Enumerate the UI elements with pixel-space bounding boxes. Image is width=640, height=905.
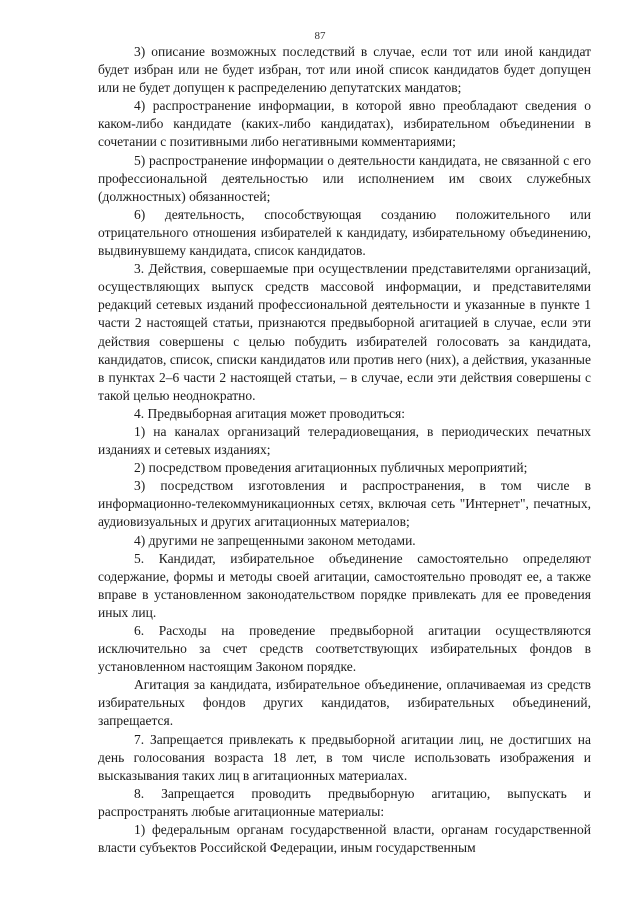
paragraph-p4-item2: 2) посредством проведения агитационных публичных мероприятий;	[134, 460, 528, 476]
page-number: 87	[314, 30, 326, 42]
paragraph-p4-item3: 3) посредством изготовления и распространения, в том числе в информационно-телекоммуникационных сетях, включая сеть "Интернет", печатных, аудиовизуальных и других агитационных материалов;	[98, 478, 591, 530]
paragraph-p4-item1: 1) на каналах организаций телерадиовещания, в периодических печатных изданиях и сетевых изданиях;	[98, 423, 591, 458]
paragraph-p4-item4: 4) другими не запрещенными законом методами.	[134, 532, 416, 548]
paragraph-p3-item3: 3) описание возможных последствий в случае, если тот или иной кандидат будет избран или не будет избран, тот или иной список кандидатов будет допущен или не будет допущен к распределению депутатских мандатов;	[98, 44, 591, 96]
page-body	[98, 43, 591, 857]
paragraph-part6-note: Агитация за кандидата, избирательное объединение, оплачиваемая из средств избирательных фондов других кандидатов, избирательных объединений, запрещается.	[98, 677, 591, 729]
paragraph-part7: 7. Запрещается привлекать к предвыборной агитации лиц, не достигших на день голосования возраста 18 лет, в том числе использовать изображения и высказывания таких лиц в агитационных материалах.	[98, 731, 591, 783]
paragraph-part5: 5. Кандидат, избирательное объединение самостоятельно определяют содержание, формы и методы своей агитации, самостоятельно проводят ее, а также вправе в установленном законодательством порядке привлекать для ее проведения иных лиц.	[98, 550, 591, 620]
paragraph-part3: 3. Действия, совершаемые при осуществлении представителями организаций, осуществляющих выпуск средств массовой информации, и представителями редакций сетевых изданий профессиональной деятельности и указанные в пункте 1 части 2 настоящей статьи, признаются предвыборной агитацией в случае, если эти действия совершены с целью побудить избирателей голосовать за кандидата, кандидатов, список, списки кандидатов или против него (них), а действия, указанные в пунктах 2–6 части 2 настоящей статьи, – в случае, если эти действия совершены с такой целью неоднократно.	[98, 261, 591, 403]
paragraph-p3-item6: 6) деятельность, способствующая созданию положительного или отрицательного отношения избирателей к кандидату, избирательному объединению, выдвинувшему кандидата, список кандидатов.	[98, 206, 591, 259]
paragraph-part4: 4. Предвыборная агитация может проводиться:	[134, 405, 405, 421]
paragraph-part6: 6. Расходы на проведение предвыборной агитации осуществляются исключительно за счет средств соответствующих избирательных фондов в установленном настоящим Законом порядке.	[98, 623, 591, 675]
paragraph-p8-item1: 1) федеральным органам государственной власти, органам государственной власти субъектов Российской Федерации, иным государственным	[98, 822, 591, 856]
paragraph-p3-item4: 4) распространение информации, в которой явно преобладают сведения о каком-либо кандидате (каких-либо кандидатах), избирательном объединении в сочетании с позитивными либо негативными комментариями;	[98, 98, 591, 150]
paragraph-part8: 8. Запрещается проводить предвыборную агитацию, выпускать и распространять любые агитационные материалы:	[98, 785, 591, 819]
paragraph-p3-item5: 5) распространение информации о деятельности кандидата, не связанной с его профессиональной деятельностью или исполнением им своих служебных (должностных) обязанностей;	[98, 152, 591, 204]
